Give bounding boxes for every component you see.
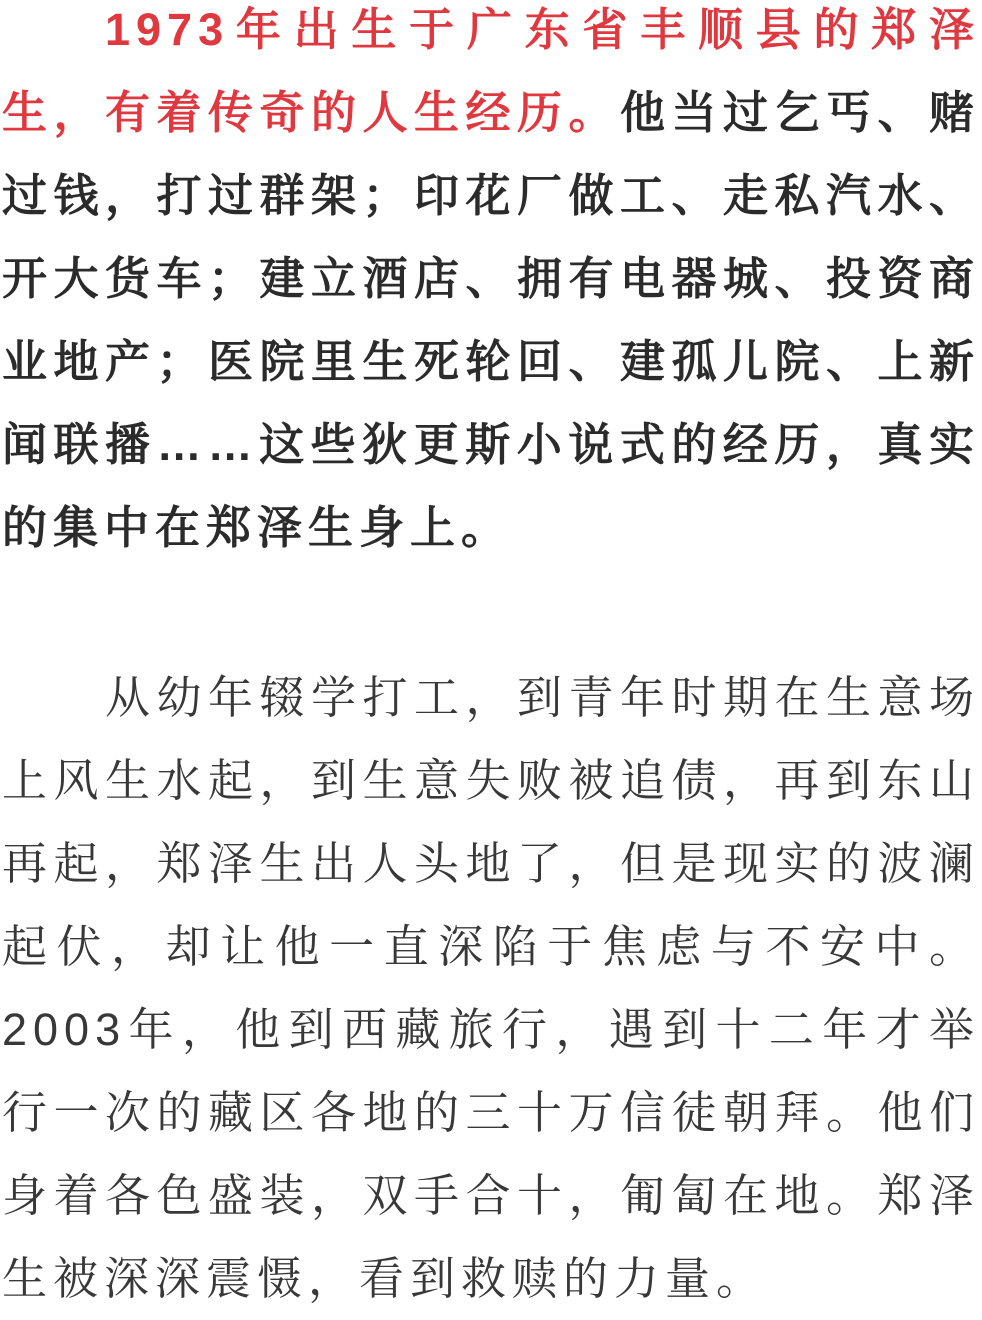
body-text: 闻联播……这些狄更斯小说式的经历，真实 xyxy=(2,419,980,470)
text-line xyxy=(2,656,980,739)
text-line xyxy=(2,320,980,403)
body-text: 从幼年辍学打工，到青年时期在生意场 xyxy=(105,672,980,723)
text-line xyxy=(2,1071,980,1154)
text-line xyxy=(2,988,980,1071)
text-line xyxy=(2,739,980,822)
body-text: 起伏，却让他一直深陷于焦虑与不安中。 xyxy=(2,921,980,972)
text-line xyxy=(2,486,980,569)
highlighted-text: 1973年出生于广东省丰顺县的郑泽 xyxy=(105,4,980,55)
intro-paragraph xyxy=(2,0,980,569)
biography-paragraph xyxy=(2,656,980,1320)
text-line xyxy=(2,403,980,486)
body-text: 的集中在郑泽生身上。 xyxy=(2,502,513,553)
text-line xyxy=(2,822,980,905)
body-text: 上风生水起，到生意失败被追债，再到东山 xyxy=(2,755,980,806)
text-line xyxy=(2,1154,980,1237)
body-text: 他当过乞丐、赌 xyxy=(619,87,980,138)
text-line xyxy=(2,237,980,320)
body-text: 业地产；医院里生死轮回、建孤儿院、上新 xyxy=(2,336,980,387)
text-line xyxy=(2,154,980,237)
body-text: 行一次的藏区各地的三十万信徒朝拜。他们 xyxy=(2,1087,980,1138)
body-text: 过钱，打过群架；印花厂做工、走私汽水、 xyxy=(2,170,980,221)
body-text: 生被深深震慑，看到救赎的力量。 xyxy=(2,1253,768,1304)
text-line xyxy=(2,71,980,154)
body-text: 2003年，他到西藏旅行，遇到十二年才举 xyxy=(2,1004,980,1055)
text-line xyxy=(2,905,980,988)
body-text: 身着各色盛装，双手合十，匍匐在地。郑泽 xyxy=(2,1170,980,1221)
body-text: 开大货车；建立酒店、拥有电器城、投资商 xyxy=(2,253,980,304)
text-line xyxy=(2,0,980,71)
body-text: 再起，郑泽生出人头地了，但是现实的波澜 xyxy=(2,838,980,889)
highlighted-text: 生，有着传奇的人生经历。 xyxy=(2,87,620,138)
